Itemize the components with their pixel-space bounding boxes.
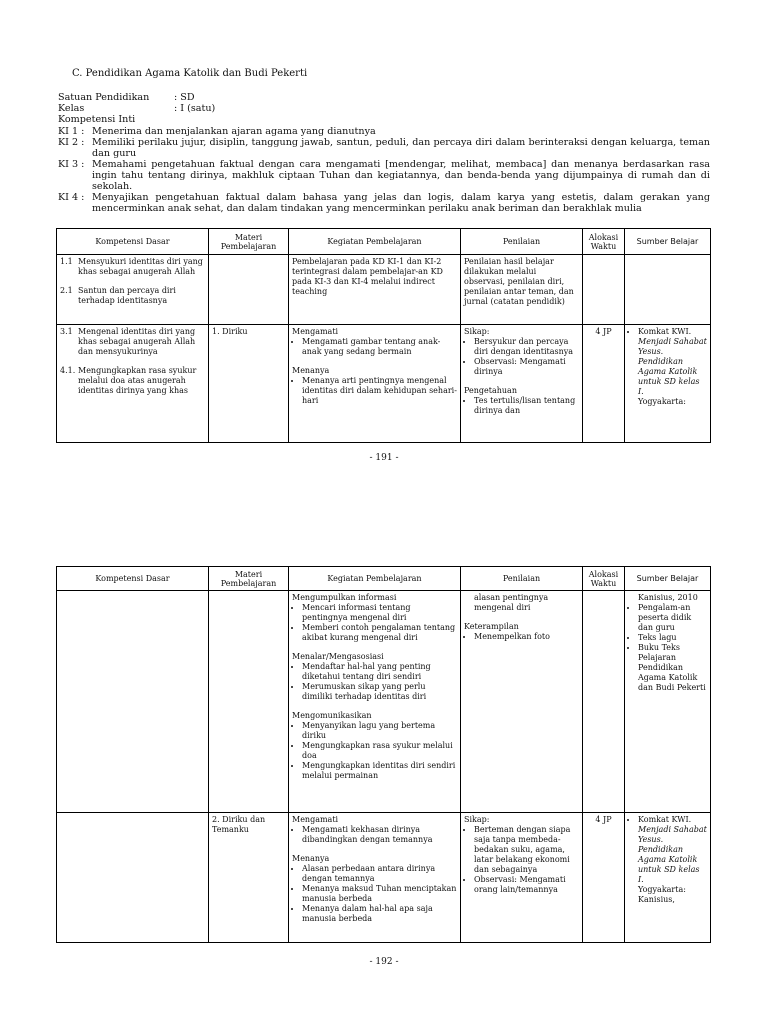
syllabus-table-2 [56, 566, 711, 943]
materi-cell [209, 591, 289, 813]
assessment-item: • Tes tertulis/lisan tentang dirinya dan [474, 396, 579, 416]
kelas-value: : I (satu) [174, 103, 216, 114]
penilaian-cell [461, 325, 583, 443]
activity-item: • Menyanyikan lagu yang bertema diriku [302, 721, 457, 741]
assessment-heading: Sikap: [464, 815, 490, 824]
kd-number: 4.1. [60, 366, 76, 375]
ki-item [58, 159, 710, 192]
assessment-item: • Observasi: Mengamati dirinya [474, 357, 579, 377]
ki-item [58, 192, 710, 214]
source-title: Menjadi Sahabat Yesus. Pendidikan Agama Katolik untuk SD kelas I. [638, 337, 707, 396]
satuan-label: Satuan Pendidikan [58, 92, 150, 103]
ki-text: Menyajikan pengetahuan faktual dalam bahasa yang jelas dan logis, dalam karya yang estetis, dalam gerakan yang mencerminkan anak sehat, dan dalam tindakan yang mencerminkan perilaku anak beriman dan berakhlak mulia [92, 192, 710, 214]
penilaian-cell [461, 813, 583, 943]
header-penilaian: Penilaian [461, 567, 583, 591]
activity-item: • Mendaftar hal-hal yang penting diketahui tentang diri sendiri [302, 662, 457, 682]
header-alokasi: Alokasi Waktu [583, 229, 625, 255]
ki-text: Menerima dan menjalankan ajaran agama yang dianutnya [92, 126, 376, 137]
document-meta [58, 92, 215, 125]
header-kegiatan: Kegiatan Pembelajaran [289, 229, 461, 255]
materi-cell [209, 813, 289, 943]
page-number: - 192 - [369, 957, 399, 967]
ki-code: KI 4 : [58, 192, 85, 203]
activity-item: • Mengamati kekhasan dirinya dibandingkan dengan temannya [302, 825, 457, 845]
assessment-item: • Menempelkan foto [474, 632, 579, 642]
header-materi: Materi Pembelajaran [209, 567, 289, 591]
header-penilaian: Penilaian [461, 229, 583, 255]
source-item: • Teks lagu [638, 633, 707, 643]
kd-cell [57, 813, 209, 943]
activity-item: • Mengungkapkan identitas diri sendiri melalui permainan [302, 761, 457, 781]
activity-item: • Menanya maksud Tuhan menciptakan manusia berbeda [302, 884, 457, 904]
section-heading: C. Pendidikan Agama Katolik dan Budi Pekerti [72, 68, 308, 79]
materi-cell [209, 255, 289, 325]
page-number: - 191 - [369, 453, 399, 463]
kompetensi-inti-list [58, 126, 710, 214]
activity-heading: Mengomunikasikan [292, 711, 372, 720]
ki-code: KI 3 : [58, 159, 85, 170]
activity-item: • Mencari informasi tentang pentingnya mengenal diri [302, 603, 457, 623]
header-sumber: Sumber Belajar [625, 229, 711, 255]
table-row [57, 813, 711, 943]
penilaian-cell [461, 591, 583, 813]
sumber-cell [625, 813, 711, 943]
kegiatan-cell [289, 325, 461, 443]
kd-cell [57, 591, 209, 813]
source-item: • Pengalam-an peserta didik dan guru [638, 603, 707, 633]
table-row [57, 255, 711, 325]
header-materi: Materi Pembelajaran [209, 229, 289, 255]
kegiatan-cell [289, 813, 461, 943]
sumber-cell [625, 325, 711, 443]
assessment-text: alasan pentingnya mengenal diri [474, 593, 549, 612]
assessment-item: • Berteman dengan siapa saja tanpa membeda-bedakan suku, agama, latar belakang ekonomi dan sebagainya [474, 825, 579, 875]
alokasi-cell [583, 591, 625, 813]
kegiatan-cell [289, 591, 461, 813]
source-text: Yogyakarta: Kanisius, [638, 885, 686, 904]
activity-heading: Mengamati [292, 327, 339, 336]
kd-text: Mengenal identitas diri yang khas sebagai anugerah Allah dan mensyukurinya [78, 327, 196, 356]
header-kegiatan: Kegiatan Pembelajaran [289, 567, 461, 591]
ki-code: KI 2 : [58, 137, 85, 148]
activity-heading: Menanya [292, 366, 330, 375]
assessment-heading: Sikap: [464, 327, 490, 336]
penilaian-text: Penilaian hasil belajar dilakukan melalui observasi, penilaian diri, penilaian antar teman, dan jurnal (catatan pendidik) [464, 257, 574, 306]
activity-item: • Mengungkapkan rasa syukur melalui doa [302, 741, 457, 761]
ki-code: KI 1 : [58, 126, 85, 137]
activity-item: • Menanya arti pentingnya mengenal identitas diri dalam kehidupan sehari-hari [302, 376, 457, 406]
kelas-label: Kelas [58, 103, 85, 114]
kegiatan-cell [289, 255, 461, 325]
header-kd: Kompetensi Dasar [57, 229, 209, 255]
satuan-value: : SD [174, 92, 195, 103]
activity-item: • Mengamati gambar tentang anak-anak yang sedang bermain [302, 337, 457, 357]
alokasi-cell [583, 813, 625, 943]
source-title: Menjadi Sahabat Yesus. Pendidikan Agama Katolik untuk SD kelas I. [638, 825, 707, 884]
ki-text: Memahami pengetahuan faktual dengan cara mengamati [mendengar, melihat, membaca] dan menanya berdasarkan rasa ingin tahu tentang dirinya, makhluk ciptaan Tuhan dan kegiatannya, dan benda-benda yang dijumpainya di rumah dan di sekolah. [92, 159, 710, 192]
alokasi-text: 4 JP [595, 815, 612, 824]
activity-item: • Merumuskan sikap yang perlu dimiliki terhadap identitas diri [302, 682, 457, 702]
source-item: • Buku Teks Pelajaran Pendidikan Agama Katolik dan Budi Pekerti [638, 643, 707, 693]
assessment-item: • Bersyukur dan percaya diri dengan identitasnya [474, 337, 579, 357]
kd-cell [57, 325, 209, 443]
assessment-heading: Pengetahuan [464, 386, 517, 395]
ki-title: Kompetensi Inti [58, 114, 136, 125]
materi-cell [209, 325, 289, 443]
table-header-row [57, 229, 711, 255]
table-header-row [57, 567, 711, 591]
activity-item: • Memberi contoh pengalaman tentang akibat kurang mengenal diri [302, 623, 457, 643]
kd-text: Mengungkapkan rasa syukur melalui doa atas anugerah identitas dirinya yang khas [78, 366, 197, 395]
alokasi-cell [583, 255, 625, 325]
activity-heading: Mengumpulkan informasi [292, 593, 397, 602]
kegiatan-text: Pembelajaran pada KD KI-1 dan KI-2 terintegrasi dalam pembelajar-an KD pada KI-3 dan KI-4 melalui indirect teaching [292, 257, 443, 296]
source-text: Komkat KWI. [638, 815, 692, 824]
activity-heading: Mengamati [292, 815, 339, 824]
kd-number: 1.1 [60, 257, 73, 266]
materi-text: 1. Diriku [212, 327, 248, 336]
assessment-heading: Keterampilan [464, 622, 519, 631]
penilaian-cell [461, 255, 583, 325]
sumber-cell [625, 255, 711, 325]
source-text: Komkat KWI. [638, 327, 692, 336]
source-text: Kanisius, 2010 [638, 593, 698, 602]
alokasi-cell [583, 325, 625, 443]
table-row [57, 591, 711, 813]
table-row [57, 325, 711, 443]
ki-item [58, 126, 710, 137]
ki-item [58, 137, 710, 159]
header-sumber: Sumber Belajar [625, 567, 711, 591]
activity-item: • Alasan perbedaan antara dirinya dengan temannya [302, 864, 457, 884]
kd-number: 3.1 [60, 327, 73, 336]
ki-text: Memiliki perilaku jujur, disiplin, tanggung jawab, santun, peduli, dan percaya diri dalam berinteraksi dengan keluarga, teman dan guru [92, 137, 710, 159]
header-alokasi: Alokasi Waktu [583, 567, 625, 591]
kd-text: Mensyukuri identitas diri yang khas sebagai anugerah Allah [78, 257, 203, 276]
kd-number: 2.1 [60, 286, 73, 295]
activity-heading: Menalar/Mengasosiasi [292, 652, 384, 661]
activity-item: • Menanya dalam hal-hal apa saja manusia berbeda [302, 904, 457, 924]
alokasi-text: 4 JP [595, 327, 612, 336]
source-text: Yogyakarta: [638, 397, 686, 406]
syllabus-table-1 [56, 228, 711, 443]
assessment-item: • Observasi: Mengamati orang lain/temannya [474, 875, 579, 895]
header-kd: Kompetensi Dasar [57, 567, 209, 591]
kd-text: Santun dan percaya diri terhadap identitasnya [78, 286, 176, 305]
kd-cell [57, 255, 209, 325]
sumber-cell [625, 591, 711, 813]
activity-heading: Menanya [292, 854, 330, 863]
materi-text: 2. Diriku dan Temanku [212, 815, 266, 834]
